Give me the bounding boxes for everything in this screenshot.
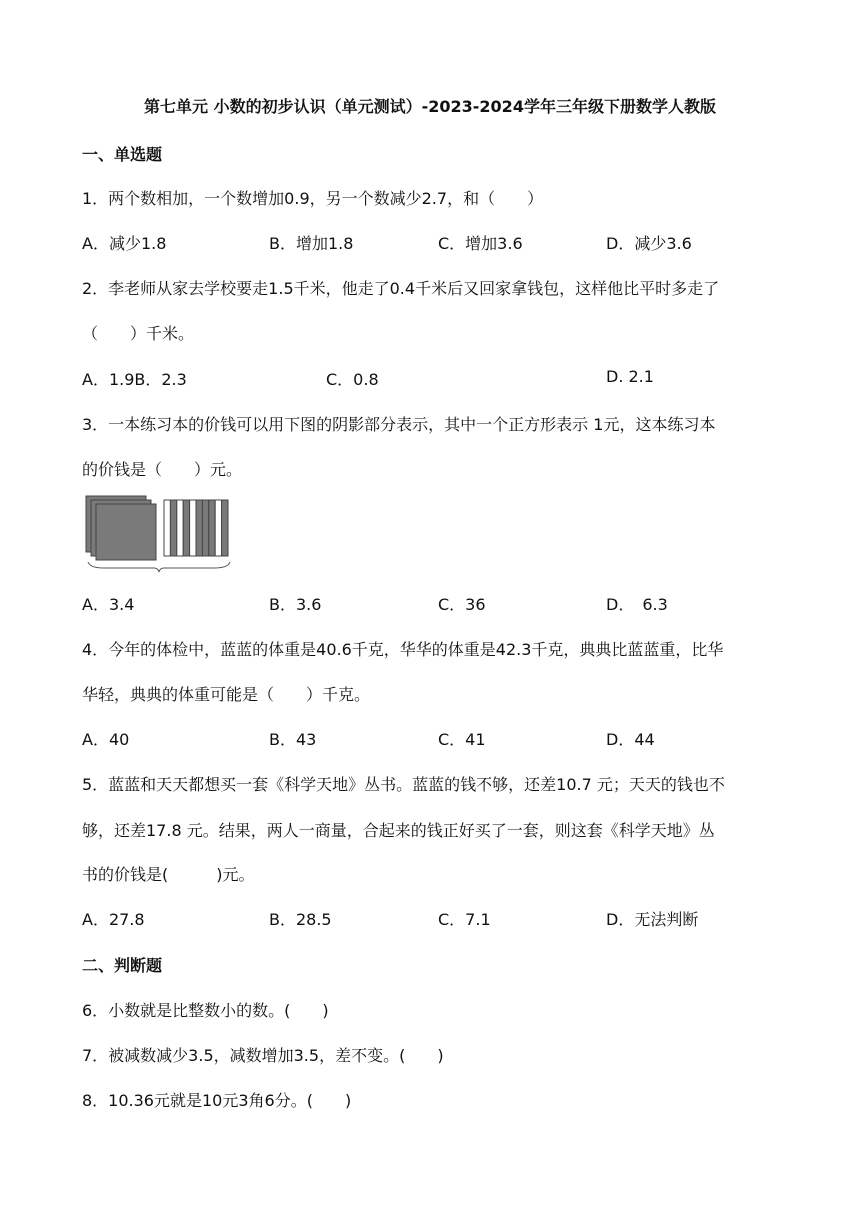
question-2-option-d: D. 2.1 [606, 367, 654, 386]
question-2-option-c: C．0.8 [326, 370, 379, 389]
question-4-option-b: B．43 [269, 730, 317, 749]
blank-strip [215, 500, 221, 556]
question-3-line-1: 3．一本练习本的价钱可以用下图的阴影部分表示，其中一个正方形表示 1元，这本练习本 [82, 415, 716, 434]
question-2-line-2: （ ）千米。 [82, 324, 195, 343]
question-1-option-a: A．减少1.8 [82, 234, 167, 253]
question-1-option-b: B．增加1.8 [269, 234, 354, 253]
question-4-option-c: C．41 [438, 730, 486, 749]
tenth-strips [164, 500, 228, 556]
question-6-text: 6．小数就是比整数小的数。( ) [82, 1001, 329, 1020]
shaded-strip [170, 500, 176, 556]
section-single-choice: 一、单选题 [82, 145, 163, 164]
question-4-line-2: 华轻，典典的体重可能是（ ）千克。 [82, 685, 371, 704]
question-5-line-1: 5．蓝蓝和天天都想买一套《科学天地》丛书。蓝蓝的钱不够，还差10.7 元；天天的钱也不 [82, 775, 725, 794]
question-2-line-1: 2．李老师从家去学校要走1.5千米，他走了0.4千米后又回家拿钱包，这样他比平时多走了 [82, 279, 720, 298]
question-5-option-b: B．28.5 [269, 910, 332, 929]
shaded-strip [222, 500, 228, 556]
question-5-line-3: 书的价钱是( )元。 [82, 865, 255, 884]
question-4-option-d: D．44 [606, 730, 655, 749]
shaded-strip [209, 500, 215, 556]
brace [88, 562, 230, 572]
question-5-option-a: A．27.8 [82, 910, 145, 929]
blank-strip [164, 500, 170, 556]
question-2-option-ab: A．1.9B．2.3 [82, 370, 187, 389]
question-5-option-d: D．无法判断 [606, 910, 699, 929]
question-5-option-c: C．7.1 [438, 910, 491, 929]
question-3-option-b: B．3.6 [269, 595, 322, 614]
question-7-text: 7．被减数减少3.5，减数增加3.5，差不变。( ) [82, 1046, 444, 1065]
question-3-option-d: D． 6.3 [606, 595, 668, 614]
question-8-text: 8．10.36元就是10元3角6分。( ) [82, 1091, 352, 1110]
question-1-option-c: C．增加3.6 [438, 234, 523, 253]
question-3-line-2: 的价钱是（ ）元。 [82, 460, 243, 479]
shaded-strip [183, 500, 189, 556]
page-title: 第七单元 小数的初步认识（单元测试）-2023-2024学年三年级下册数学人教版 [144, 97, 716, 116]
blank-strip [177, 500, 183, 556]
question-4-option-a: A．40 [82, 730, 130, 749]
question-5-line-2: 够，还差17.8 元。结果，两人一商量，合起来的钱正好买了一套，则这套《科学天地》丛 [82, 821, 715, 840]
blank-strip [190, 500, 196, 556]
shaded-squares [86, 496, 156, 560]
shaded-strip [202, 500, 208, 556]
shaded-strip [196, 500, 202, 556]
question-1-text: 1．两个数相加，一个数增加0.9，另一个数减少2.7，和（ ） [82, 189, 544, 208]
question-3-option-a: A．3.4 [82, 595, 135, 614]
question-3-option-c: C．36 [438, 595, 486, 614]
question-4-line-1: 4．今年的体检中，蓝蓝的体重是40.6千克，华华的体重是42.3千克，典典比蓝蓝重，比华 [82, 640, 724, 659]
decimal-squares-figure [84, 494, 234, 574]
section-judgment: 二、判断题 [82, 956, 163, 975]
question-1-option-d: D．减少3.6 [606, 234, 692, 253]
